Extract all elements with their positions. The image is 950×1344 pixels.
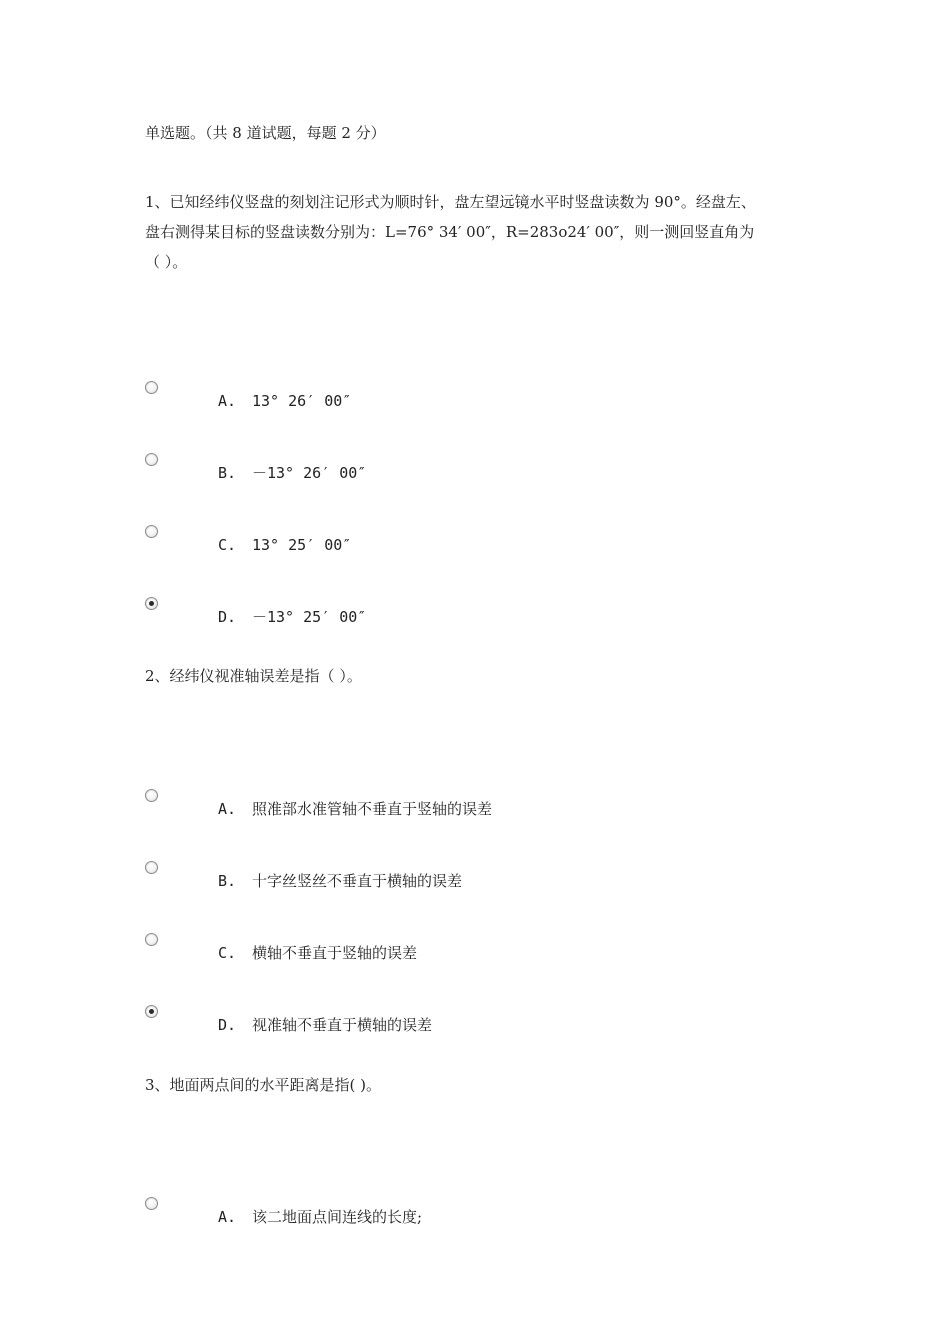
question-2-option-c[interactable] (145, 933, 825, 973)
option-letter: C. (218, 536, 237, 554)
option-text: 视准轴不垂直于横轴的误差 (252, 1016, 433, 1034)
radio-button[interactable] (145, 789, 158, 802)
radio-button[interactable] (145, 381, 158, 394)
radio-button-selected[interactable] (145, 1005, 158, 1018)
radio-button-selected[interactable] (145, 597, 158, 610)
option-text: 13° 25′ 00″ (252, 536, 352, 554)
radio-button[interactable] (145, 453, 158, 466)
question-1-option-a[interactable] (145, 381, 825, 421)
option-text: 横轴不垂直于竖轴的误差 (252, 944, 418, 962)
question-2-option-d[interactable] (145, 1005, 825, 1045)
option-letter: D. (218, 1016, 237, 1034)
option-letter: D. (218, 608, 237, 626)
radio-button[interactable] (145, 525, 158, 538)
question-text-line: 1、已知经纬仪竖盘的刻划注记形式为顺时针，盘左望远镜水平时竖盘读数为 90°。经盘左、 (145, 193, 756, 211)
question-3-text (145, 1070, 825, 1100)
question-2-option-a[interactable] (145, 789, 825, 829)
question-text-line: （ ）。 (145, 253, 188, 271)
option-letter: B. (218, 872, 237, 890)
option-text: －13° 25′ 00″ (252, 608, 367, 626)
radio-button[interactable] (145, 1197, 158, 1210)
radio-button[interactable] (145, 933, 158, 946)
radio-button[interactable] (145, 861, 158, 874)
question-2-text (145, 661, 825, 691)
question-text-line: 盘右测得某目标的竖盘读数分别为：L=76° 34′ 00″，R=283o24′ 00″，则一测回竖直角为 (145, 223, 755, 241)
question-3-option-a[interactable] (145, 1197, 825, 1237)
option-text: －13° 26′ 00″ (252, 464, 367, 482)
option-letter: C. (218, 944, 237, 962)
option-text: 照准部水准管轴不垂直于竖轴的误差 (252, 800, 493, 818)
question-1-text (145, 187, 825, 277)
question-1-option-b[interactable] (145, 453, 825, 493)
question-text-line: 2、经纬仪视准轴误差是指（ ）。 (145, 667, 362, 685)
option-letter: B. (218, 464, 237, 482)
option-letter: A. (218, 392, 237, 410)
section-header: 单选题。（共 8 道试题，每题 2 分） (145, 124, 386, 142)
question-text-line: 3、地面两点间的水平距离是指( )。 (145, 1076, 382, 1094)
option-letter: A. (218, 1208, 237, 1226)
question-2-option-b[interactable] (145, 861, 825, 901)
question-1-option-c[interactable] (145, 525, 825, 565)
option-text: 13° 26′ 00″ (252, 392, 352, 410)
option-letter: A. (218, 800, 237, 818)
option-text: 该二地面点间连线的长度; (252, 1208, 423, 1226)
option-text: 十字丝竖丝不垂直于横轴的误差 (252, 872, 463, 890)
question-1-option-d[interactable] (145, 597, 825, 637)
